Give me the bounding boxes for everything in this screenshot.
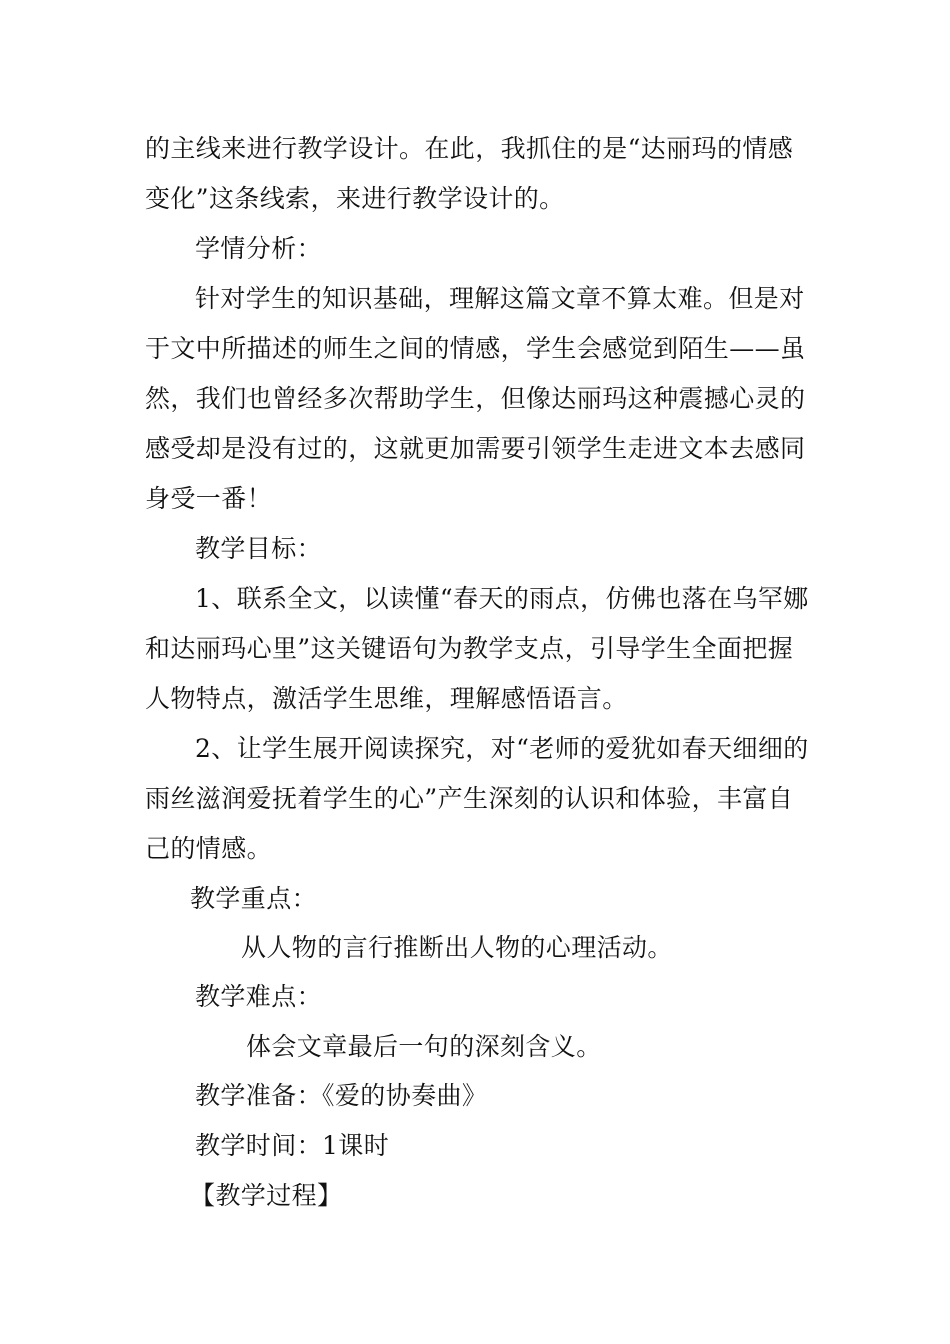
teaching-time: 教学时间：1课时 (195, 1131, 390, 1160)
list-item-line: 和达丽玛心里”这关键语句为教学支点，引导学生全面把握 (145, 634, 794, 663)
paragraph-line: 身受一番！ (145, 484, 273, 513)
section-heading-objectives: 教学目标： (195, 534, 323, 563)
section-heading-difficulty: 教学难点： (195, 982, 323, 1011)
list-item-line: 2、让学生展开阅读探究，对“老师的爱犹如春天细细的 (195, 734, 809, 763)
difficulty-text: 体会文章最后一句的深刻含义。 (246, 1032, 602, 1061)
list-item-line: 雨丝滋润爱抚着学生的心”产生深刻的认识和体验，丰富自 (145, 784, 794, 813)
list-item-line: 己的情感。 (145, 834, 273, 863)
list-item-line: 1、联系全文，以读懂“春天的雨点，仿佛也落在乌罕娜 (195, 584, 809, 613)
paragraph-line: 的主线来进行教学设计。在此，我抓住的是“达丽玛的情感 (145, 134, 794, 163)
paragraph-line: 感受却是没有过的，这就更加需要引领学生走进文本去感同 (145, 434, 806, 463)
section-heading-learner-analysis: 学情分析： (195, 234, 323, 263)
key-point-text: 从人物的言行推断出人物的心理活动。 (241, 933, 673, 962)
paragraph-line: 于文中所描述的师生之间的情感，学生会感觉到陌生——虽 (145, 334, 806, 363)
teaching-preparation: 教学准备：《爱的协奏曲》 (195, 1081, 488, 1110)
section-heading-process: 【教学过程】 (190, 1181, 343, 1210)
section-heading-key-point: 教学重点： (190, 884, 318, 913)
paragraph-line: 变化”这条线索，来进行教学设计的。 (145, 184, 565, 213)
paragraph-line: 然，我们也曾经多次帮助学生，但像达丽玛这种震撼心灵的 (145, 384, 806, 413)
list-item-line: 人物特点，激活学生思维，理解感悟语言。 (145, 684, 628, 713)
paragraph-line: 针对学生的知识基础，理解这篇文章不算太难。但是对 (195, 284, 805, 313)
